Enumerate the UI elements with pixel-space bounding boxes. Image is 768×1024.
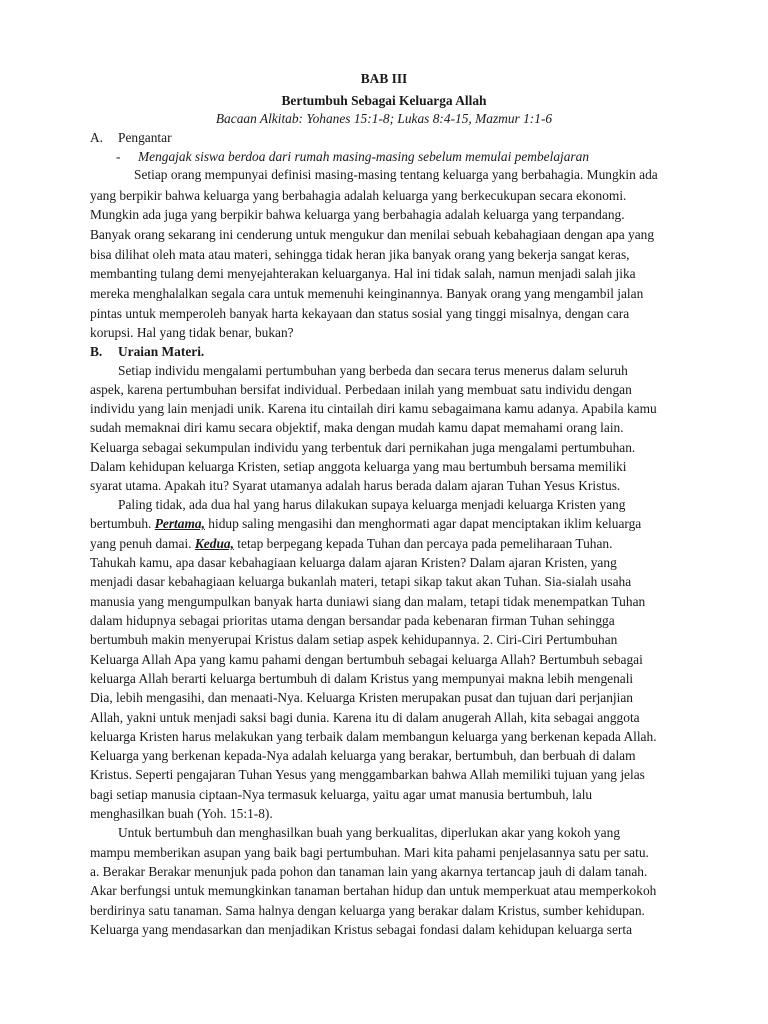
- paragraph-line: bagi setiap manusia ciptaan-Nya termasuk keluarga, yaitu agar umat manusia bertumbuh, lalu: [90, 787, 593, 802]
- paragraph-line: Untuk bertumbuh dan menghasilkan buah yang berkualitas, diperlukan akar yang kokoh yang: [118, 825, 621, 840]
- paragraph-line: Setiap individu mengalami pertumbuhan yang berbeda dan secara terus menerus dalam seluruh: [118, 363, 628, 378]
- paragraph-line: syarat utama. Apakah itu? Syarat utamanya adalah harus berada dalam ajaran Tuhan Yesus Kristus.: [90, 478, 621, 493]
- paragraph-line: Allah, yakni untuk menjadi saksi bagi dunia. Karena itu di dalam anugerah Allah, kita sebagai anggota: [90, 710, 640, 725]
- paragraph-line: Keluarga sebagai sekumpulan individu yang terbentuk dari pernikahan juga mengalami pertumbuhan.: [90, 440, 636, 455]
- section-b-heading: Uraian Materi.: [118, 344, 205, 359]
- bullet-text: Mengajak siswa berdoa dari rumah masing-masing sebelum memulai pembelajaran: [138, 149, 590, 164]
- paragraph-line: Dia, lebih mengasihi, dan menaati-Nya. Keluarga Kristen merupakan pusat dan tujuan dari perjanjian: [90, 690, 634, 705]
- paragraph-line: Setiap orang mempunyai definisi masing-masing tentang keluarga yang berbahagia. Mungkin ada: [134, 167, 658, 182]
- paragraph-line: sudah memaknai diri kamu secara objektif, maka dengan mudah kamu dapat memahami orang lain.: [90, 420, 624, 435]
- paragraph-line: dalam hidupnya sebagai prioritas utama dengan bersandar pada kebenaran firman Tuhan sehingga: [90, 613, 615, 628]
- paragraph-line: keluarga Allah berarti keluarga bertumbuh di dalam Kristus yang mempunyai makna lebih mengenali: [90, 671, 634, 686]
- section-a-heading: Pengantar: [118, 130, 172, 145]
- section-b-marker: B.: [90, 344, 103, 359]
- paragraph-line: Paling tidak, ada dua hal yang harus dilakukan supaya keluarga menjadi keluarga Kristen yang: [118, 497, 626, 512]
- paragraph-line: aspek, karena pertumbuhan bersifat individual. Perbedaan inilah yang membuat satu individu dengan: [90, 382, 632, 397]
- paragraph-line: mampu memberikan asupan yang baik bagi pertumbuhan. Mari kita pahami penjelasannya satu per satu.: [90, 845, 649, 860]
- section-a-marker: A.: [90, 130, 104, 145]
- paragraph-line: Akar berfungsi untuk memungkinkan tanaman bertahan hidup dan untuk memperkuat atau memperkokoh: [90, 883, 657, 898]
- chapter-title: Bertumbuh Sebagai Keluarga Allah: [281, 93, 487, 108]
- paragraph-line: individu yang lain menjadi unik. Karena itu cintailah diri kamu sebagaimana kamu adanya. Apabila kamu: [90, 401, 657, 416]
- paragraph-line: bisa dilihat oleh mata atau materi, sehingga tidak heran jika banyak orang yang bekerja sangat keras,: [90, 247, 630, 262]
- line-text: tetap berpegang kepada Tuhan dan percaya pada pemeliharaan Tuhan.: [233, 536, 613, 551]
- line-text: yang penuh damai.: [90, 536, 195, 551]
- paragraph-line: berdirinya satu tanaman. Sama halnya dengan keluarga yang berakar dalam Kristus, sumber kehidupan.: [90, 903, 645, 918]
- paragraph-line: [90, 535, 612, 553]
- paragraph-line: menjadi dasar kebahagiaan keluarga bukanlah materi, tetapi sikap takut akan Tuhan. Sia-sialah usaha: [90, 574, 632, 589]
- paragraph-line: membanting tulang demi menyejahterakan keluarganya. Hal ini tidak salah, namun menjadi salah jika: [90, 266, 636, 281]
- paragraph-line: Keluarga yang berkenan kepada-Nya adalah keluarga yang berakar, bertumbuh, dan berbuah di dalam: [90, 748, 636, 763]
- paragraph-line: menghasilkan buah (Yoh. 15:1-8).: [90, 806, 273, 821]
- paragraph-line: yang berpikir bahwa keluarga yang berbahagia adalah keluarga yang berkecukupan secara ekonomi.: [90, 188, 627, 203]
- paragraph-line: a. Berakar Berakar menunjuk pada pohon dan tanaman lain yang akarnya tertancap jauh di dalam tanah.: [90, 864, 648, 879]
- bible-reading: Bacaan Alkitab: Yohanes 15:1-8; Lukas 8:4-15, Mazmur 1:1-6: [215, 111, 553, 126]
- paragraph-line: Banyak orang sekarang ini cenderung untuk mengukur dan menilai sebuah kebahagiaan dengan apa yang: [90, 227, 655, 242]
- paragraph-line: Dalam kehidupan keluarga Kristen, setiap anggota keluarga yang mau bertumbuh bersama memiliki: [90, 459, 627, 474]
- paragraph-line: [90, 515, 641, 533]
- line-text: hidup saling mengasihi dan menghormati agar dapat menciptakan iklim keluarga: [204, 516, 642, 531]
- paragraph-line: Keluarga Allah Apa yang kamu pahami dengan bertumbuh sebagai keluarga Allah? Bertumbuh sebagai: [90, 652, 643, 667]
- paragraph-line: Kristus. Seperti pengajaran Tuhan Yesus yang menggambarkan bahwa Allah memiliki tujuan yang jelas: [90, 767, 645, 782]
- paragraph-line: manusia yang mengumpulkan banyak harta duniawi siang dan malam, tetapi tidak menempatkan Tuhan: [90, 594, 646, 609]
- bullet-dash: -: [116, 149, 121, 164]
- paragraph-line: mereka menghalalkan segala cara untuk memenuhi keinginannya. Banyak orang yang mengambil jalan: [90, 286, 644, 301]
- paragraph-line: pintas untuk memperoleh banyak harta kekayaan dan status sosial yang tinggi misalnya, dengan cara: [90, 306, 630, 321]
- paragraph-line: bertumbuh makin menyerupai Kristus dalam setiap aspek kehidupannya. 2. Ciri-Ciri Pertumbuhan: [90, 632, 618, 647]
- paragraph-line: Keluarga yang mendasarkan dan menjadikan Kristus sebagai fondasi dalam kehidupan keluarga serta: [90, 922, 633, 937]
- chapter-heading: BAB III: [360, 71, 408, 86]
- paragraph-line: korupsi. Hal yang tidak benar, bukan?: [90, 325, 294, 340]
- paragraph-line: Tahukah kamu, apa dasar kebahagiaan keluarga dalam ajaran Kristen? Dalam ajaran Kristen, yang: [90, 555, 617, 570]
- line-text: bertumbuh.: [90, 516, 155, 531]
- emphasis-kedua: Kedua,: [194, 536, 234, 551]
- emphasis-pertama: Pertama,: [154, 516, 205, 531]
- paragraph-line: Mungkin ada juga yang berpikir bahwa keluarga yang berbahagia adalah keluarga yang terpandang.: [90, 207, 625, 222]
- paragraph-line: keluarga Kristen harus melakukan yang terbaik dalam membangun keluarga yang berkenan kepada Allah.: [90, 729, 657, 744]
